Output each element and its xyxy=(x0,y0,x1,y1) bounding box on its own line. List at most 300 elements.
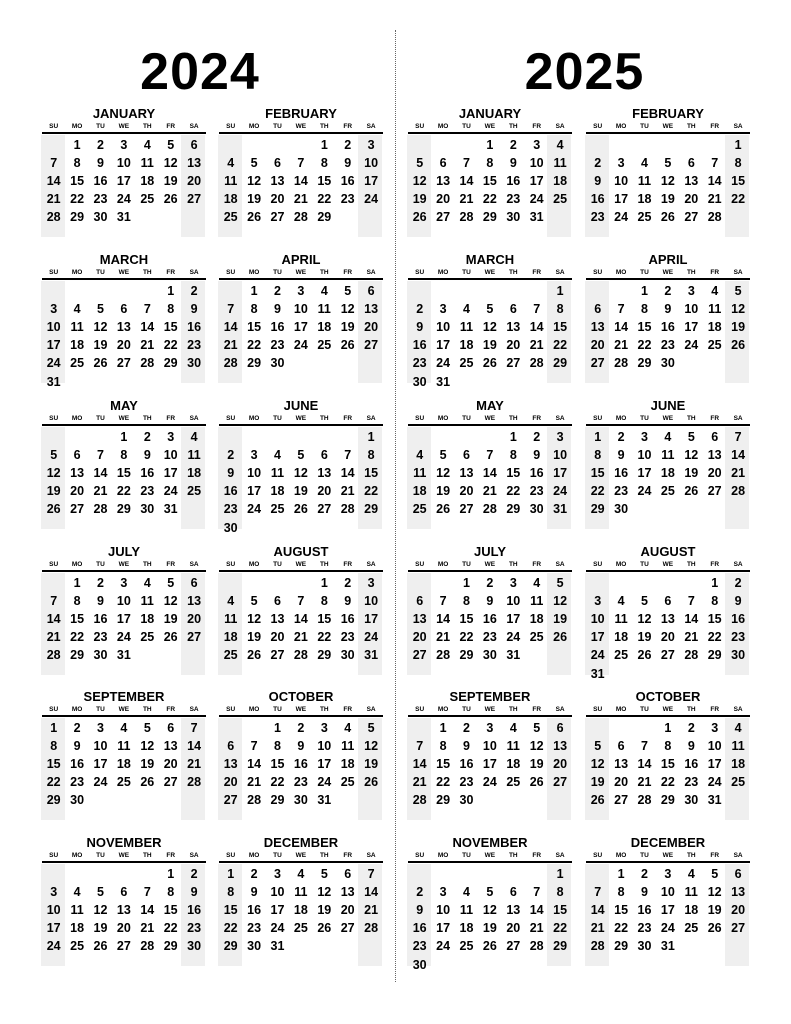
day-number: 9 xyxy=(416,903,424,918)
weekday-label: WE xyxy=(295,123,307,130)
weekday-label: MO xyxy=(437,561,449,568)
day-number: 18 xyxy=(529,612,544,627)
header-rule xyxy=(408,861,572,863)
weekday-label: TH xyxy=(686,561,696,568)
day-number: 29 xyxy=(707,648,722,663)
month-2025-august xyxy=(586,545,750,691)
month-2025-july xyxy=(408,545,572,691)
day-number: 1 xyxy=(664,721,672,735)
day-number: 7 xyxy=(50,156,58,171)
day-number: 21 xyxy=(684,630,699,645)
day-number: 24 xyxy=(436,356,451,371)
day-number: 4 xyxy=(274,448,281,463)
day-number: 3 xyxy=(320,721,328,735)
day-number: 27 xyxy=(660,648,675,663)
weekday-label: MO xyxy=(71,269,83,276)
day-number: 11 xyxy=(294,885,308,900)
year-title-2024: 2024 xyxy=(140,43,260,101)
day-number: 8 xyxy=(556,885,564,900)
day-number: 7 xyxy=(617,302,625,317)
day-number: 12 xyxy=(93,320,108,335)
day-number: 1 xyxy=(711,576,719,590)
weekday-label: TU xyxy=(273,123,282,130)
day-number: 15 xyxy=(317,612,332,627)
day-number: 12 xyxy=(436,466,451,481)
day-number: 20 xyxy=(412,630,427,645)
weekday-label: FR xyxy=(343,415,353,422)
day-number: 29 xyxy=(637,356,652,371)
weekday-label: WE xyxy=(662,561,674,568)
day-number: 20 xyxy=(553,757,568,772)
day-number: 27 xyxy=(340,921,355,936)
day-number: 12 xyxy=(93,903,108,918)
day-number: 14 xyxy=(614,320,629,335)
day-number: 13 xyxy=(116,320,131,335)
day-number: 25 xyxy=(614,648,629,663)
day-number: 2 xyxy=(143,430,151,444)
day-number: 2 xyxy=(97,138,104,152)
day-number: 20 xyxy=(459,484,474,499)
day-number: 16 xyxy=(140,466,155,481)
weekday-label: SU xyxy=(49,415,59,422)
day-number: 18 xyxy=(731,757,746,772)
day-number: 10 xyxy=(506,594,521,609)
weekday-label: TH xyxy=(142,706,152,713)
weekday-label: SA xyxy=(555,269,565,276)
day-number: 14 xyxy=(340,466,355,481)
day-number: 3 xyxy=(50,302,58,317)
day-number: 16 xyxy=(614,466,629,481)
day-number: 28 xyxy=(293,648,308,663)
day-number: 29 xyxy=(614,939,629,954)
day-number: 22 xyxy=(436,775,451,790)
month-2025-october xyxy=(586,690,750,836)
day-number: 24 xyxy=(482,775,497,790)
month-name: NOVEMBER xyxy=(452,835,528,850)
day-number: 12 xyxy=(163,156,178,171)
day-number: 22 xyxy=(364,484,379,499)
day-number: 25 xyxy=(187,484,202,499)
day-number: 24 xyxy=(529,192,544,207)
weekday-label: WE xyxy=(662,706,674,713)
day-number: 6 xyxy=(594,302,602,317)
day-number: 4 xyxy=(344,721,352,735)
day-number: 19 xyxy=(553,612,568,627)
day-number: 7 xyxy=(641,739,648,754)
header-rule xyxy=(42,861,206,863)
weekday-label: WE xyxy=(295,852,307,859)
day-number: 20 xyxy=(187,174,202,189)
day-number: 11 xyxy=(341,739,355,754)
day-number: 5 xyxy=(344,284,352,298)
day-number: 30 xyxy=(293,793,308,808)
weekday-label: SA xyxy=(555,123,565,130)
day-number: 30 xyxy=(340,648,355,663)
day-number: 15 xyxy=(163,320,178,335)
day-number: 15 xyxy=(270,757,285,772)
day-number: 23 xyxy=(506,192,521,207)
weekday-label: WE xyxy=(662,415,674,422)
day-number: 24 xyxy=(590,648,605,663)
day-number: 14 xyxy=(637,757,652,772)
day-number: 24 xyxy=(116,192,131,207)
day-number: 12 xyxy=(140,739,155,754)
day-number: 6 xyxy=(664,594,672,609)
day-number: 23 xyxy=(731,630,746,645)
month-2025-january xyxy=(408,107,572,253)
day-number: 6 xyxy=(73,448,81,463)
day-number: 10 xyxy=(684,302,699,317)
weekday-label: FR xyxy=(166,415,176,422)
day-number: 1 xyxy=(556,284,564,298)
day-number: 9 xyxy=(97,156,104,171)
day-number: 13 xyxy=(614,757,629,772)
day-number: 4 xyxy=(687,867,695,881)
day-number: 17 xyxy=(436,338,451,353)
day-number: 4 xyxy=(227,156,235,171)
day-number: 10 xyxy=(116,156,131,171)
month-2025-may xyxy=(408,399,572,545)
weekday-label: SU xyxy=(593,706,603,713)
day-number: 18 xyxy=(614,630,629,645)
day-number: 27 xyxy=(590,356,605,371)
day-number: 16 xyxy=(412,338,427,353)
month-name: SEPTEMBER xyxy=(449,689,531,704)
day-number: 17 xyxy=(506,612,521,627)
day-number: 26 xyxy=(140,775,155,790)
day-number: 4 xyxy=(120,721,128,735)
day-number: 21 xyxy=(187,757,202,772)
month-name: FEBRUARY xyxy=(632,106,704,121)
day-number: 1 xyxy=(320,138,328,152)
day-number: 27 xyxy=(553,775,568,790)
day-number: 26 xyxy=(46,502,61,517)
weekday-label: TH xyxy=(142,269,152,276)
weekday-label: TU xyxy=(640,123,649,130)
day-number: 13 xyxy=(506,903,521,918)
day-number: 20 xyxy=(70,484,85,499)
day-number: 26 xyxy=(293,502,308,517)
weekday-label: TU xyxy=(96,706,105,713)
day-number: 27 xyxy=(436,210,451,225)
month-name: NOVEMBER xyxy=(86,835,162,850)
day-number: 28 xyxy=(529,939,544,954)
day-number: 30 xyxy=(731,648,746,663)
weekday-label: TU xyxy=(640,561,649,568)
day-number: 17 xyxy=(317,757,332,772)
day-number: 15 xyxy=(707,612,722,627)
day-number: 15 xyxy=(590,466,605,481)
day-number: 11 xyxy=(637,174,652,189)
month-2024-october xyxy=(219,690,383,836)
weekday-label: TH xyxy=(686,269,696,276)
day-number: 10 xyxy=(270,885,285,900)
day-number: 21 xyxy=(637,775,652,790)
weekday-label: MO xyxy=(437,706,449,713)
day-number: 31 xyxy=(270,939,285,954)
day-number: 5 xyxy=(711,867,719,881)
weekday-label: SA xyxy=(733,706,743,713)
day-number: 1 xyxy=(73,138,81,152)
day-number: 14 xyxy=(412,757,427,772)
weekday-label: SA xyxy=(366,706,376,713)
day-number: 11 xyxy=(224,174,238,189)
day-number: 22 xyxy=(506,484,521,499)
day-number: 20 xyxy=(684,192,699,207)
day-number: 27 xyxy=(731,921,746,936)
day-number: 27 xyxy=(116,356,131,371)
weekday-label: SU xyxy=(49,269,59,276)
day-number: 10 xyxy=(46,903,61,918)
day-number: 17 xyxy=(482,757,497,772)
weekday-label: SA xyxy=(555,561,565,568)
day-number: 9 xyxy=(190,302,198,317)
day-number: 28 xyxy=(93,502,108,517)
day-number: 2 xyxy=(190,867,198,881)
day-number: 15 xyxy=(223,903,238,918)
day-number: 8 xyxy=(463,594,470,609)
day-number: 17 xyxy=(46,338,61,353)
day-number: 14 xyxy=(187,739,202,754)
day-number: 10 xyxy=(46,320,61,335)
day-number: 6 xyxy=(320,448,328,463)
weekday-label: FR xyxy=(166,706,176,713)
weekday-label: FR xyxy=(710,561,720,568)
day-number: 16 xyxy=(731,612,746,627)
weekday-label: FR xyxy=(710,706,720,713)
day-number: 5 xyxy=(97,885,104,900)
day-number: 10 xyxy=(116,594,131,609)
weekday-label: MO xyxy=(437,852,449,859)
weekday-label: TH xyxy=(508,269,518,276)
day-number: 1 xyxy=(486,138,494,152)
header-rule xyxy=(219,278,383,280)
day-number: 13 xyxy=(364,302,379,317)
day-number: 30 xyxy=(187,356,202,371)
weekday-label: TU xyxy=(96,269,105,276)
day-number: 5 xyxy=(50,448,58,463)
day-number: 19 xyxy=(412,192,427,207)
day-number: 8 xyxy=(711,594,719,609)
day-number: 25 xyxy=(140,192,155,207)
day-number: 28 xyxy=(707,210,722,225)
header-rule xyxy=(408,570,572,572)
day-number: 16 xyxy=(637,903,652,918)
day-number: 25 xyxy=(529,630,544,645)
day-number: 13 xyxy=(163,739,178,754)
day-number: 6 xyxy=(416,594,424,609)
day-number: 3 xyxy=(120,576,128,590)
month-2025-september xyxy=(408,690,572,836)
day-number: 9 xyxy=(344,594,352,609)
day-number: 2 xyxy=(533,430,541,444)
day-number: 28 xyxy=(590,939,605,954)
day-number: 27 xyxy=(223,793,238,808)
weekday-label: TU xyxy=(273,561,282,568)
day-number: 11 xyxy=(553,156,567,171)
day-number: 19 xyxy=(46,484,61,499)
day-number: 13 xyxy=(684,174,699,189)
day-number: 11 xyxy=(70,903,84,918)
day-number: 9 xyxy=(533,448,541,463)
day-number: 9 xyxy=(664,302,672,317)
day-number: 15 xyxy=(46,757,61,772)
weekday-label: WE xyxy=(118,561,130,568)
day-number: 15 xyxy=(317,174,332,189)
weekday-label: FR xyxy=(343,852,353,859)
month-name: JANUARY xyxy=(92,106,156,121)
day-number: 19 xyxy=(163,174,178,189)
day-number: 26 xyxy=(364,775,379,790)
weekday-label: SU xyxy=(415,415,425,422)
day-number: 12 xyxy=(684,448,699,463)
day-number: 23 xyxy=(459,775,474,790)
header-rule xyxy=(42,132,206,134)
day-number: 1 xyxy=(734,138,742,152)
day-number: 19 xyxy=(340,320,355,335)
weekday-label: FR xyxy=(343,561,353,568)
day-number: 25 xyxy=(116,775,131,790)
day-number: 13 xyxy=(436,174,451,189)
month-name: FEBRUARY xyxy=(265,106,337,121)
day-number: 6 xyxy=(190,138,198,152)
day-number: 2 xyxy=(486,576,494,590)
day-number: 7 xyxy=(297,594,305,609)
day-number: 22 xyxy=(590,484,605,499)
weekday-label: MO xyxy=(71,561,83,568)
day-number: 2 xyxy=(416,302,424,317)
day-number: 31 xyxy=(46,374,61,389)
day-number: 9 xyxy=(97,594,104,609)
weekday-label: FR xyxy=(343,123,353,130)
day-number: 14 xyxy=(247,757,262,772)
day-number: 18 xyxy=(223,630,238,645)
day-number: 13 xyxy=(270,174,285,189)
day-number: 18 xyxy=(293,903,308,918)
day-number: 24 xyxy=(614,210,629,225)
weekday-label: TU xyxy=(273,415,282,422)
day-number: 20 xyxy=(707,466,722,481)
day-number: 17 xyxy=(116,174,131,189)
day-number: 4 xyxy=(556,138,564,152)
day-number: 25 xyxy=(660,484,675,499)
day-number: 17 xyxy=(684,320,699,335)
day-number: 4 xyxy=(73,302,81,317)
day-number: 19 xyxy=(707,903,722,918)
weekday-label: FR xyxy=(710,852,720,859)
weekday-label: TU xyxy=(96,123,105,130)
day-number: 13 xyxy=(590,320,605,335)
day-number: 26 xyxy=(553,630,568,645)
day-number: 26 xyxy=(637,648,652,663)
month-name: JULY xyxy=(107,544,141,559)
day-number: 4 xyxy=(297,867,305,881)
day-number: 28 xyxy=(340,502,355,517)
day-number: 26 xyxy=(163,192,178,207)
day-number: 16 xyxy=(459,757,474,772)
day-number: 26 xyxy=(93,939,108,954)
day-number: 22 xyxy=(553,338,568,353)
day-number: 22 xyxy=(459,630,474,645)
day-number: 13 xyxy=(187,156,202,171)
weekday-label: MO xyxy=(437,269,449,276)
day-number: 9 xyxy=(734,594,742,609)
day-number: 29 xyxy=(553,356,568,371)
day-number: 7 xyxy=(97,448,104,463)
day-number: 31 xyxy=(364,648,379,663)
month-name: MARCH xyxy=(465,252,515,267)
day-number: 21 xyxy=(340,484,355,499)
month-name: MAY xyxy=(110,398,138,413)
day-number: 25 xyxy=(270,502,285,517)
day-number: 22 xyxy=(270,775,285,790)
day-number: 6 xyxy=(687,156,695,171)
weekday-label: TU xyxy=(640,706,649,713)
day-number: 4 xyxy=(463,885,470,900)
weekday-label: SA xyxy=(733,852,743,859)
day-number: 18 xyxy=(660,466,675,481)
day-number: 20 xyxy=(436,192,451,207)
day-number: 31 xyxy=(553,502,568,517)
day-number: 17 xyxy=(364,174,379,189)
day-number: 11 xyxy=(270,466,285,481)
day-number: 16 xyxy=(293,757,308,772)
month-2024-july xyxy=(42,545,206,691)
weekday-label: FR xyxy=(710,415,720,422)
day-number: 7 xyxy=(190,721,198,735)
day-number: 31 xyxy=(529,210,544,225)
day-number: 17 xyxy=(436,921,451,936)
weekday-label: SA xyxy=(555,852,565,859)
header-rule xyxy=(408,715,572,717)
day-number: 26 xyxy=(247,648,262,663)
day-number: 7 xyxy=(143,885,151,900)
month-name: APRIL xyxy=(648,252,688,267)
header-rule xyxy=(219,715,383,717)
day-number: 3 xyxy=(97,721,104,735)
day-number: 29 xyxy=(317,648,332,663)
day-number: 26 xyxy=(482,356,497,371)
day-number: 14 xyxy=(364,885,379,900)
day-number: 30 xyxy=(660,356,675,371)
day-number: 29 xyxy=(223,939,238,954)
header-rule xyxy=(586,570,750,572)
weekday-label: MO xyxy=(615,561,627,568)
day-number: 30 xyxy=(93,648,108,663)
day-number: 24 xyxy=(707,775,722,790)
day-number: 4 xyxy=(734,721,742,735)
day-number: 2 xyxy=(297,721,305,735)
day-number: 27 xyxy=(506,939,521,954)
day-number: 25 xyxy=(70,356,85,371)
day-number: 26 xyxy=(93,356,108,371)
weekday-label: MO xyxy=(248,269,260,276)
day-number: 29 xyxy=(459,648,474,663)
day-number: 18 xyxy=(70,338,85,353)
day-number: 25 xyxy=(317,338,332,353)
day-number: 31 xyxy=(116,648,131,663)
weekday-label: SA xyxy=(366,561,376,568)
weekday-label: TU xyxy=(462,706,471,713)
weekday-label: WE xyxy=(662,852,674,859)
weekday-label: FR xyxy=(343,269,353,276)
day-number: 13 xyxy=(317,466,332,481)
day-number: 18 xyxy=(553,174,568,189)
day-number: 30 xyxy=(529,502,544,517)
day-number: 20 xyxy=(270,630,285,645)
month-name: JANUARY xyxy=(458,106,522,121)
day-number: 23 xyxy=(482,630,497,645)
